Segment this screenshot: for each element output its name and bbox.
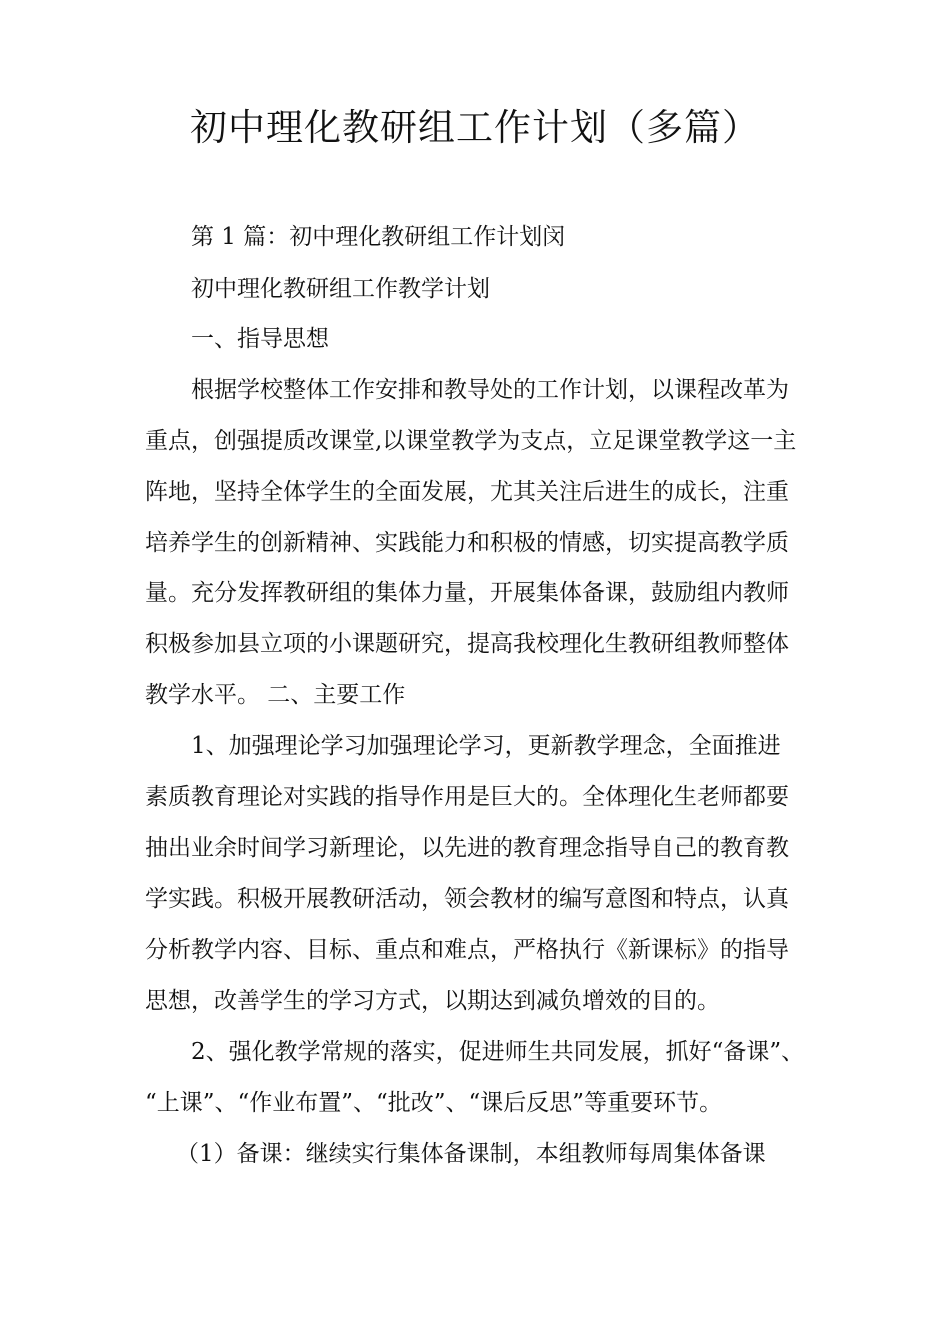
paragraph-line: 2、强化教学常规的落实，促进师生共同发展，抓好“备课”、 bbox=[191, 1039, 805, 1065]
paragraph-line: 根据学校整体工作安排和教导处的工作计划，以课程改革为 bbox=[191, 377, 789, 403]
paragraph-line: 素质教育理论对实践的指导作用是巨大的。全体理化生老师都要 bbox=[145, 784, 789, 810]
heading-guiding-ideology: 一、指导思想 bbox=[191, 326, 329, 352]
paragraph-line-main-work: 教学水平。 二、主要工作 bbox=[145, 682, 406, 708]
paragraph-line: 抽出业余时间学习新理论，以先进的教育理念指导自己的教育教 bbox=[145, 835, 789, 861]
paragraph-line: 学实践。积极开展教研活动，领会教材的编写意图和特点，认真 bbox=[145, 886, 789, 912]
paragraph-line: 1、加强理论学习加强理论学习，更新教学理念，全面推进 bbox=[191, 733, 781, 759]
paragraph-line: 分析教学内容、目标、重点和难点，严格执行《新课标》的指导 bbox=[145, 937, 789, 963]
section-heading-part-1: 第 1 篇：初中理化教研组工作计划闵 bbox=[191, 224, 566, 250]
paragraph-line: 培养学生的创新精神、实践能力和积极的情感，切实提高教学质 bbox=[145, 530, 789, 556]
plan-subtitle: 初中理化教研组工作教学计划 bbox=[191, 276, 490, 302]
paragraph-line: 阵地，坚持全体学生的全面发展，尤其关注后进生的成长，注重 bbox=[145, 479, 789, 505]
paragraph-line: 积极参加县立项的小课题研究，提高我校理化生教研组教师整体 bbox=[145, 631, 789, 657]
paragraph-line: 重点，创强提质改课堂,以课堂教学为支点，立足课堂教学这一主 bbox=[145, 428, 797, 454]
paragraph-line: （1）备课：继续实行集体备课制，本组教师每周集体备课 bbox=[176, 1141, 766, 1167]
paragraph-line: “上课”、“作业布置”、“批改”、“课后反思”等重要环节。 bbox=[145, 1090, 723, 1116]
document-title: 初中理化教研组工作计划（多篇） bbox=[190, 106, 760, 149]
paragraph-line: 量。充分发挥教研组的集体力量，开展集体备课，鼓励组内教师 bbox=[145, 580, 789, 606]
paragraph-line: 思想，改善学生的学习方式，以期达到减负增效的目的。 bbox=[145, 988, 720, 1014]
